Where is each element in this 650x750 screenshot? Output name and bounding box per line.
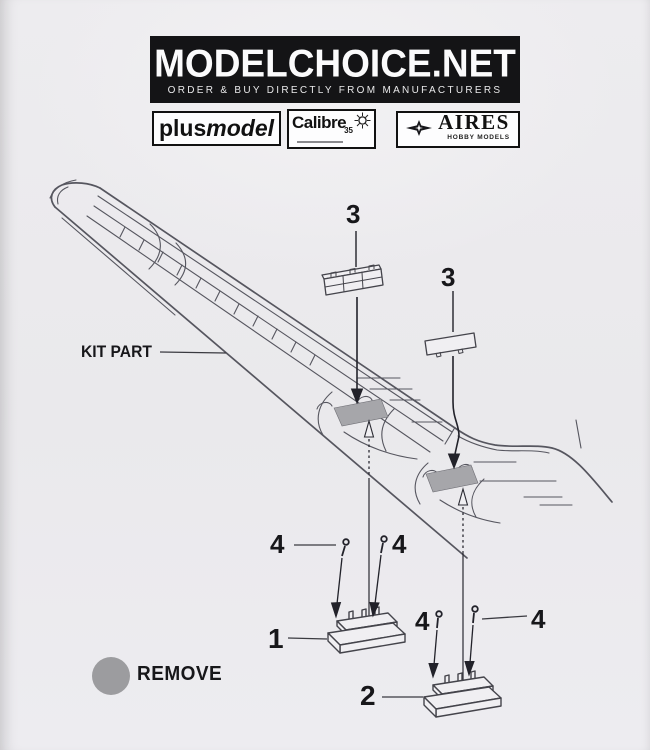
pin-4a bbox=[343, 539, 349, 545]
part3b-arrowhead bbox=[449, 454, 460, 468]
wing-flap-fairing bbox=[455, 428, 612, 502]
calibre-name-text: Calibre bbox=[291, 112, 347, 132]
callout-part2: 2 bbox=[360, 680, 375, 711]
site-subtitle: ORDER & BUY DIRECTLY FROM MANUFACTURERS bbox=[167, 84, 503, 96]
plusmodel-plus-text: plus bbox=[158, 115, 207, 141]
callout-part1: 1 bbox=[268, 623, 283, 654]
plusmodel-model-text: model bbox=[206, 115, 274, 141]
panel-lines-root bbox=[474, 420, 581, 505]
callout-part3-inner: 3 bbox=[441, 262, 455, 292]
aires-name-text: AIRES bbox=[438, 109, 510, 134]
part3a-arrowhead bbox=[352, 389, 363, 403]
wing-leading-edge bbox=[55, 207, 467, 558]
part3-inner-panel bbox=[425, 333, 476, 357]
callout-pin4-c: 4 bbox=[415, 606, 429, 636]
pin-4b bbox=[381, 536, 387, 542]
patch-location-1 bbox=[334, 399, 388, 426]
callout-pin4-a: 4 bbox=[270, 529, 284, 559]
pin4d-leader bbox=[482, 616, 527, 619]
part3-outer-panel bbox=[322, 265, 383, 295]
callout-pin4-d: 4 bbox=[531, 604, 545, 634]
pin-4a-arrow bbox=[337, 558, 342, 604]
up-arrowhead-1 bbox=[365, 421, 374, 437]
site-title: MODELCHOICE.NET bbox=[154, 41, 516, 85]
flap-end-rib bbox=[445, 429, 454, 444]
callout-part3-outer: 3 bbox=[346, 199, 360, 229]
kit-part-label: KIT PART bbox=[81, 342, 152, 361]
callout-pin4-b: 4 bbox=[392, 529, 406, 559]
part2-box bbox=[424, 671, 501, 717]
pin-4d-arrow bbox=[470, 625, 473, 663]
up-arrowhead-2 bbox=[459, 489, 468, 505]
pin-4c bbox=[436, 611, 442, 617]
wing-kit-part bbox=[50, 180, 612, 558]
aires-subtitle-text: HOBBY MODELS bbox=[447, 133, 510, 141]
spanwise-line-1 bbox=[98, 196, 455, 432]
patch-location-2 bbox=[426, 465, 478, 492]
kit-part-leader bbox=[160, 352, 226, 353]
spanwise-line-2 bbox=[94, 206, 443, 441]
leading-inner-line bbox=[62, 218, 175, 315]
part1-box bbox=[328, 607, 405, 653]
pin-4b-arrow bbox=[375, 555, 381, 604]
wing-trailing-edge bbox=[100, 188, 455, 428]
part3b-arrow-line bbox=[453, 356, 459, 454]
calibre-scale-text: 35 bbox=[344, 125, 354, 135]
pin-4d bbox=[472, 606, 478, 612]
remove-circle bbox=[92, 657, 130, 695]
part1-leader bbox=[288, 638, 327, 639]
remove-label: REMOVE bbox=[137, 663, 223, 685]
pin-4c-arrow bbox=[434, 630, 437, 665]
